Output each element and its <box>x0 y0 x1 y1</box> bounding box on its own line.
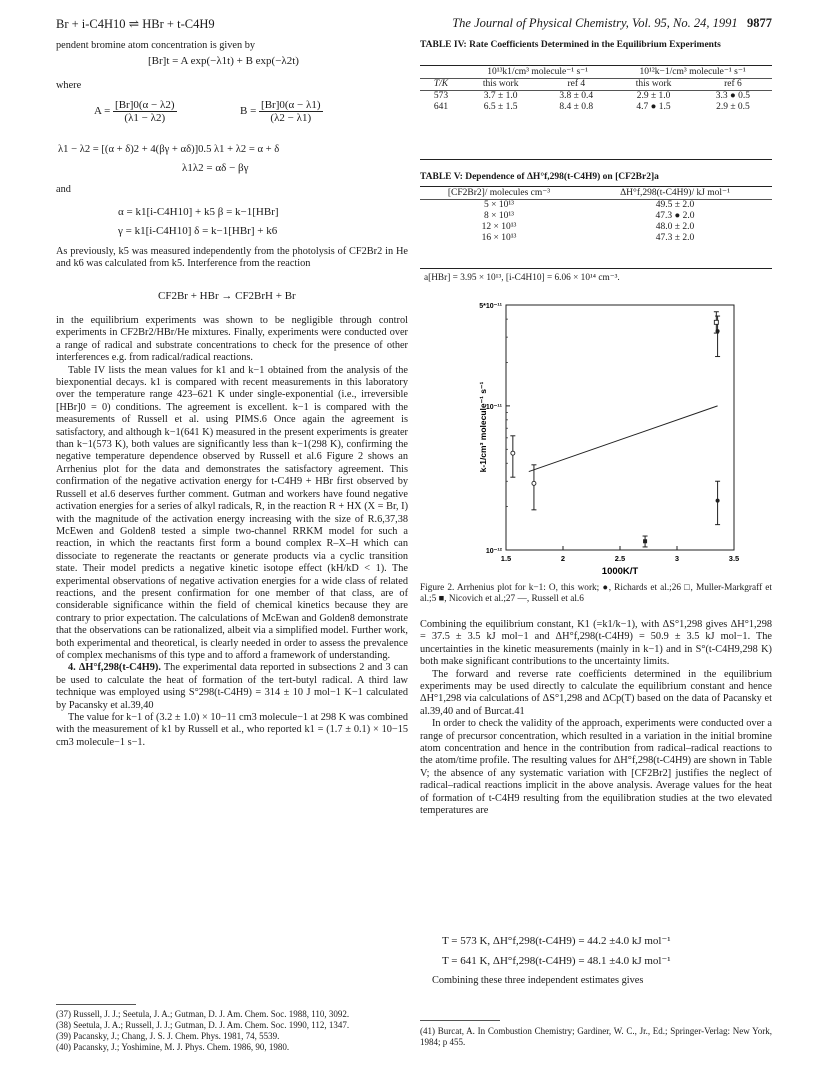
equation-lambda-product: λ1λ2 = αδ − βγ <box>182 162 249 174</box>
equation-641K: T = 641 K, ΔH°f,298(t-C4H9) = 48.1 ±4.0 kJ mol⁻¹ <box>442 955 671 967</box>
table5-cell: 12 × 10¹³ <box>481 222 517 232</box>
table4-col-this-work-k1: this work <box>482 79 519 89</box>
footnote-37: (37) Russell, J. J.; Seetula, J. A.; Gutman, D. J. Am. Chem. Soc. 1988, 110, 3092. <box>56 1009 350 1019</box>
left-column-intro <box>56 40 408 52</box>
where-text: where <box>56 80 82 91</box>
paragraph-k5 <box>56 246 408 271</box>
equation-B-fraction <box>259 99 322 124</box>
paragraph-k-minus1-value: The value for k−1 of (3.2 ± 1.0) × 10−11 cm3 molecule−1 at 298 K was combined with the measurement of k1 by Russell et al., who reported k1 = (1.7 ± 0.1) × 10−15 cm3 molecule−1 s−1. <box>56 712 408 748</box>
running-head-journal <box>420 16 772 31</box>
page-number: 9877 <box>747 16 772 30</box>
paragraph-section4 <box>56 662 408 712</box>
table4-head-k1: 10¹³k1/cm³ molecule⁻¹ s⁻¹ <box>487 67 589 77</box>
y-tick-label: 10⁻¹¹ <box>485 403 502 411</box>
data-point-muller-markgraff <box>714 320 718 324</box>
equation-B-lhs: B = <box>240 105 257 118</box>
table5-footnote: a[HBr] = 3.95 × 10¹³, [i-C4H10] = 6.06 × 10¹⁴ cm⁻³. <box>424 273 620 283</box>
table4-head-km1: 10¹²k−1/cm³ molecule⁻¹ s⁻¹ <box>639 67 746 77</box>
series-line <box>529 406 718 472</box>
x-tick-label: 1.5 <box>500 554 512 563</box>
table-row <box>420 211 772 222</box>
equation-A-lhs: A = <box>94 105 111 118</box>
figure-caption: Figure 2. Arrhenius plot for k−1: O, this work; ●, Richards et al.;26 □, Muller-Markgraff et al.;5 ■, Nicovich et al.;27 —, Russell et al.6 <box>420 583 772 605</box>
equation-br-t: [Br]t = A exp(−λ1t) + B exp(−λ2t) <box>148 55 299 67</box>
table5-head-enthalpy: ΔH°f,298(t-C4H9)/ kJ mol⁻¹ <box>620 188 730 198</box>
table5-cell: 16 × 10¹³ <box>481 233 517 243</box>
table4-cell: 6.5 ± 1.5 <box>483 102 518 112</box>
table4-cell: 2.9 ± 1.0 <box>636 91 671 101</box>
table5-title: TABLE V: Dependence of ΔH°f,298(t-C4H9) on [CF2Br2]a <box>420 172 659 182</box>
equation-lambda: λ1 − λ2 = [(α + δ)2 + 4(βγ + αδ)]0.5 λ1 + λ2 = α + δ <box>58 144 280 155</box>
data-point-richards <box>716 499 720 503</box>
table4-col-ref4: ref 4 <box>567 79 586 89</box>
table4-title: TABLE IV: Rate Coefficients Determined in the Equilibrium Experiments <box>420 40 721 50</box>
equation-A-numerator: [Br]0(α − λ2) <box>115 99 175 111</box>
section4-text: The experimental data reported in subsections 2 and 3 can be used to calculate the heat of formation of the tert-butyl radical. A third law technique was employed using S°298(t-C4H9) = 314 ± 10 J mol−1 K−1 calculated by Pacansky et al.39,40 <box>56 662 409 711</box>
table-row <box>420 222 772 233</box>
equation-A <box>94 99 177 124</box>
equation-A-denominator: (λ1 − λ2) <box>124 112 166 124</box>
right-body <box>420 619 772 818</box>
table4-col-ref6: ref 6 <box>724 79 742 89</box>
y-axis-label: k-1/cm³ molecule⁻¹ s⁻¹ <box>478 381 488 473</box>
footnote-39: (39) Pacansky, J.; Chang, J. S. J. Chem. Phys. 1981, 74, 5539. <box>56 1031 280 1041</box>
equation-B <box>240 99 323 124</box>
x-tick-label: 2 <box>560 554 566 563</box>
equation-B-denominator: (λ2 − λ1) <box>270 112 312 124</box>
footnote-rule-right <box>420 1020 500 1021</box>
table4-cell: 3.7 ± 1.0 <box>483 91 518 101</box>
table5-cell: 49.5 ± 2.0 <box>655 200 695 210</box>
footnote-40: (40) Pacansky, J.; Yoshimine, M. J. Phys. Chem. 1986, 90, 1980. <box>56 1042 290 1052</box>
paragraph-validity-check: In order to check the validity of the approach, experiments were conducted over a range of precursor concentration, which resulted in a variation in the initial bromine atom concentration and hence in the contribution from radical–radical reactions to the atom/time profile. The resulting values for ΔH°f,298(t-C4H9) are shown in Table V; the absence of any systematic variation with [CF2Br2] justifies the neglect of radical–radical reactions implicit in the above analysis. Average values for the heat of formation of t-C4H9 resulting from the equilibration studies at the two elevated temperatures are <box>420 718 772 817</box>
table5-top-rule <box>420 186 772 187</box>
equation-573K: T = 573 K, ΔH°f,298(t-C4H9) = 44.2 ±4.0 kJ mol⁻¹ <box>442 935 671 947</box>
table-row <box>420 200 772 212</box>
x-axis-label: 1000K/T <box>601 566 639 575</box>
table4-top-rule <box>420 65 772 66</box>
section-title: ΔH°f,298(t-C4H9). <box>78 662 161 674</box>
y-tick-label: 10⁻¹² <box>485 548 502 555</box>
table4-cell: 3.8 ± 0.4 <box>559 91 594 101</box>
y-tick-label: 5*10⁻¹¹ <box>479 303 502 310</box>
data-point-this-work <box>532 481 536 485</box>
table-row <box>420 233 772 244</box>
intro-text: pendent bromine atom concentration is given by <box>56 40 256 51</box>
table4 <box>420 67 772 113</box>
table4-cell: 4.7 ● 1.5 <box>636 102 671 112</box>
footnote-41: (41) Burcat, A. In Combustion Chemistry; Gardiner, W. C., Jr., Ed.; Springer-Verlag: New York, 1984; p 455. <box>420 1026 772 1047</box>
journal-citation: The Journal of Physical Chemistry, Vol. 95, No. 24, 1991 <box>452 16 738 30</box>
table4-cell: 8.4 ± 0.8 <box>559 102 594 112</box>
table5-head-concentration: [CF2Br2]/ molecules cm⁻³ <box>447 188 551 198</box>
table5-bottom-rule <box>420 268 772 269</box>
table4-bottom-rule <box>420 159 772 160</box>
table5-cell: 8 × 10¹³ <box>483 211 515 221</box>
x-ticks <box>501 546 739 563</box>
table5-cell: 48.0 ± 2.0 <box>655 222 695 232</box>
table5-cell: 47.3 ● 2.0 <box>655 211 695 221</box>
footnote-rule-left <box>56 1004 136 1005</box>
x-tick-label: 2.5 <box>614 554 626 563</box>
table4-col-this-work-km1: this work <box>635 79 672 89</box>
data-point-nicovich <box>643 539 647 543</box>
x-tick-label: 3.5 <box>728 554 740 563</box>
table5 <box>420 188 772 244</box>
table-row <box>420 91 772 103</box>
paragraph-table4-discussion: Table IV lists the mean values for k1 and k−1 obtained from the analysis of the biexponential decays. k1 is compared with recent measurements in this laboratory over the temperature range 423–621 K under single-exponential (i.e., irreversible [HBr]0 = 0) conditions. The agreement is excellent. k−1 is compared with the measurements of Russell et al. using PIMS.6 Once again the agreement is satisfactory, and although k−1(641 K) measured in the present experiments is greater than k−1(573 K), both values are significantly less than k−1(298 K), confirming the negative temperature dependence observed by Russell et al.6 Figure 2 shows an Arrhenius plot for the data and demonstrates the satisfactory agreement. This confirmation of the negative activation energy for t-C4H9 + HBr first observed by Russell et al.6 deserves further comment. Gutman and workers have found negative activation energies for a series of alkyl radicals, R, in the reaction R + HX (X = Br, I) with the magnitude of the activation energy increasing with the size of R.6,37,38 McEwen and Golden8 tested a simple two-channel RRKM model for such a reaction, in which the reactants first form a bound complex R–X–H which can dissociate to regenerate the reactants or generate products via a cyclic transition state. Their model predicts a negative kinetic isotope effect (kH/kD < 1). The experimental observations of negative activation energies for a wide class of related reactions, and the present confirmation for one member of that class, are of considerable significance within the field of chemical kinetics because they are contrary to prior expectation. The calculations of McEwan and Golden8 demonstrate that the observations can be rationalized, albeit via a simplified model. Further work, both experimental and theoretical, is clearly needed in order to assess the prevalence of complex mechanisms of this type and to afford a framework of understanding. <box>56 364 408 661</box>
left-body <box>56 315 408 749</box>
paragraph-k5-text: As previously, k5 was measured independently from the photolysis of CF2Br2 in He and k6 was calculated from k5. Interference from the reaction <box>56 246 408 270</box>
arrhenius-plot <box>470 295 760 575</box>
plot-frame <box>506 305 734 550</box>
paragraph-rate-coefficients: The forward and reverse rate coefficients determined in the equilibrium experiments may be used directly to calculate the equilibrium constant and hence ΔH°1,298 via calculations of ΔS°1,298 and ΔCp(T) based on the data of Pacansky et al.39,40 and of Burcat.41 <box>420 668 772 717</box>
table5-cell: 47.3 ± 2.0 <box>655 233 695 243</box>
paragraph-control-experiments: in the equilibrium experiments was shown to be negligible through control experiments in CF2Br2/HBr/He mixtures. Finally, experiments were conducted over a range of radical and substrate concentrations to check for the presence of other interferences e.g. from radical/radical reactions. <box>56 315 408 364</box>
section-number: 4. <box>68 662 76 674</box>
data-marks <box>510 312 720 547</box>
table4-cell: 2.9 ± 0.5 <box>716 102 750 112</box>
equation-B-numerator: [Br]0(α − λ1) <box>261 99 321 111</box>
equation-gamma-delta: γ = k1[i-C4H10] δ = k−1[HBr] + k6 <box>118 225 278 237</box>
table4-col-T: T/K <box>433 79 449 89</box>
equation-cf2br-reaction: CF2Br + HBr → CF2BrH + Br <box>158 290 296 302</box>
table5-cell: 5 × 10¹³ <box>483 200 515 210</box>
footnote-38: (38) Seetula, J. A.; Russell, J. J.; Gutman, D. J. Am. Chem. Soc. 1990, 112, 1347. <box>56 1020 350 1030</box>
paragraph-combining: Combining these three independent estimates gives <box>432 975 644 986</box>
paragraph-equilibrium-constant: Combining the equilibrium constant, K1 (=k1/k−1), with ΔS°1,298 gives ΔH°1,298 = 37.5 ± 3.5 kJ mol−1 and ΔH°f,298(t-C4H9) = 50.9 ± 3.5 kJ mol−1. The uncertainties in the kinetic measurements (mainly in k−1) and in S°(t-C4H9,298 K) both make significant contributions to the uncertainty limits. <box>420 619 772 668</box>
footnotes-left <box>56 1009 408 1053</box>
equation-alpha-beta: α = k1[i-C4H10] + k5 β = k−1[HBr] <box>118 206 279 218</box>
table4-cell: 573 <box>433 91 449 101</box>
equation-A-fraction <box>113 99 176 124</box>
table4-cell: 641 <box>433 102 449 112</box>
table4-cell: 3.3 ● 0.5 <box>715 91 751 101</box>
running-head-reaction: Br + i-C4H10 ⇌ HBr + t-C4H9 <box>56 17 215 31</box>
data-point-this-work <box>511 451 515 455</box>
x-tick-label: 3 <box>674 554 680 563</box>
table-row <box>420 102 772 113</box>
and-text: and <box>56 184 71 195</box>
